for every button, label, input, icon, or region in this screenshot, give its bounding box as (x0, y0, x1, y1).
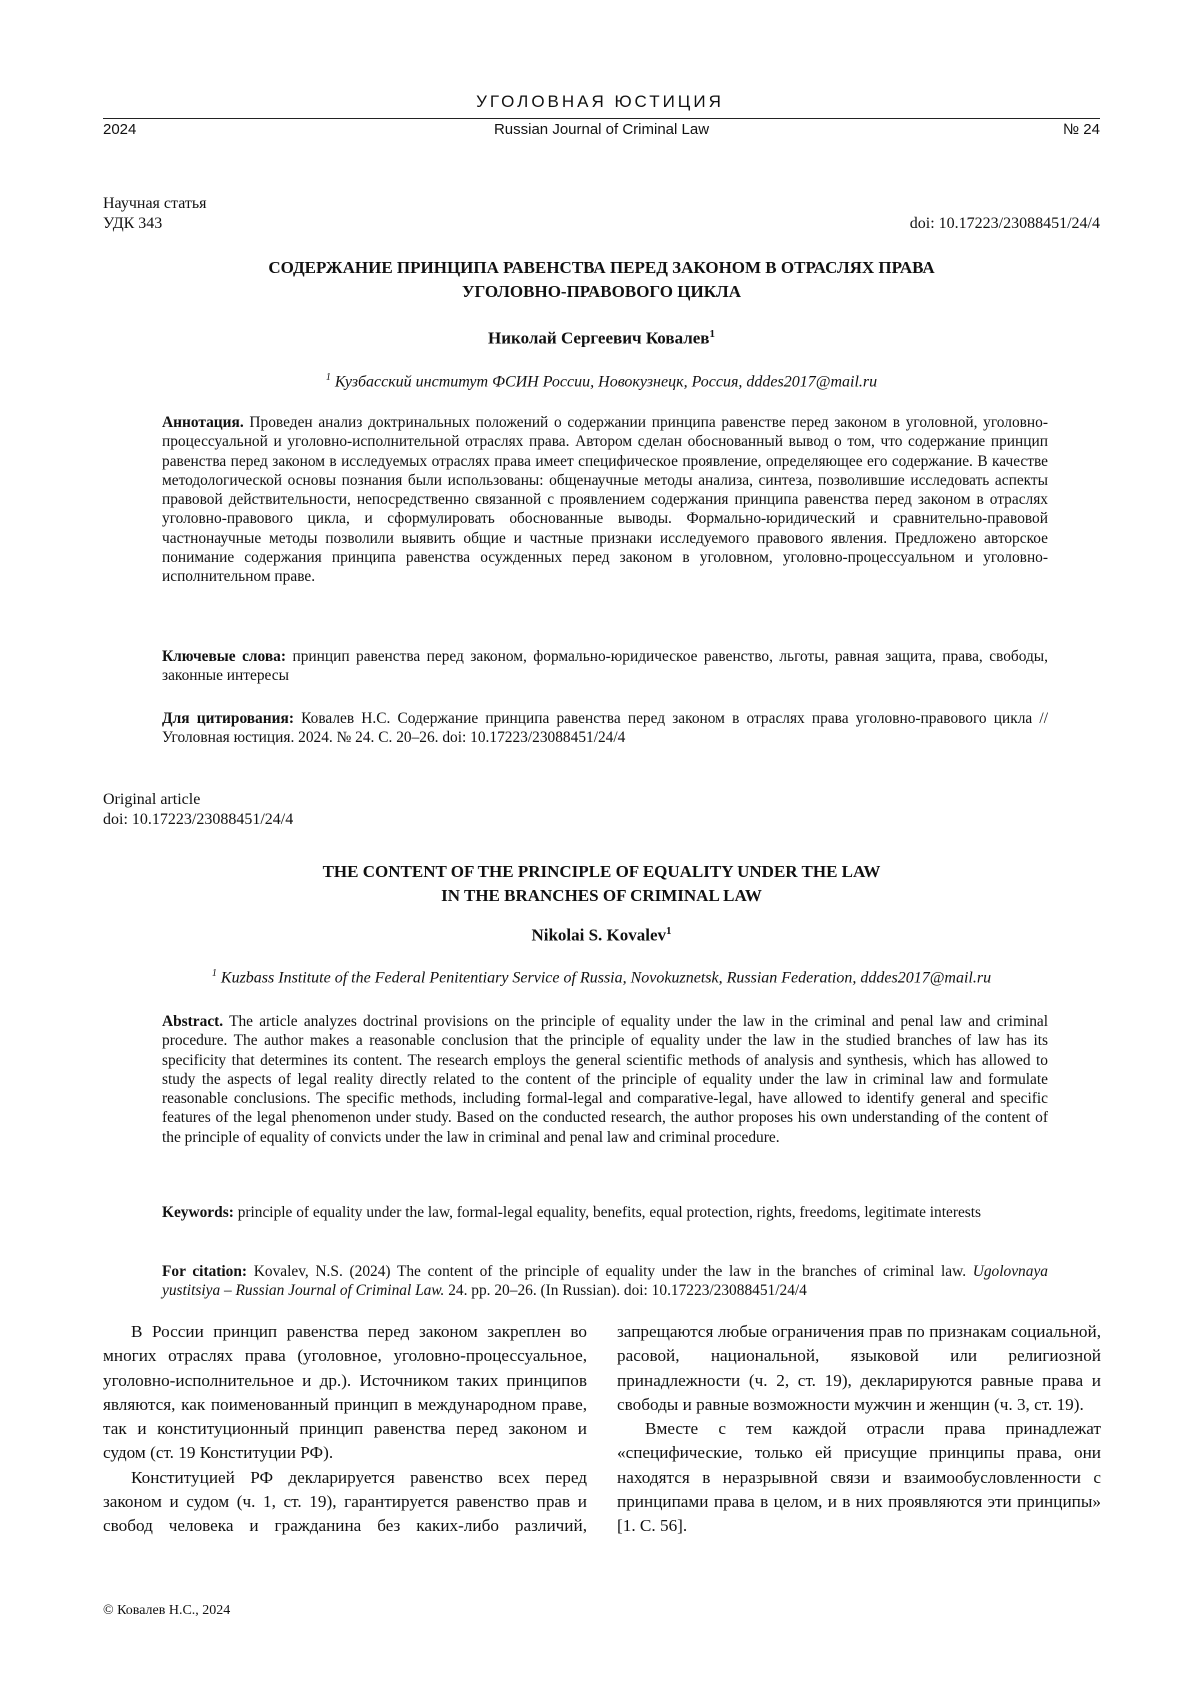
ru-keywords-text: принцип равенства перед законом, формально-юридическое равенство, льготы, равная защита, права, свободы, законные интересы (162, 648, 1048, 684)
en-citation-text2: 24. pp. 20–26. (In Russian). doi: 10.17223/23088451/24/4 (448, 1282, 807, 1299)
ru-affiliation-sup: 1 (326, 372, 331, 383)
en-affiliation-text: Kuzbass Institute of the Federal Penitentiary Service of Russia, Novokuznetsk, Russian Federation, dddes2017@mail.ru (221, 969, 991, 986)
body-paragraph-1: В России принцип равенства перед законом закреплен во многих отраслях права (уголовное, уголовно-процессуальное, уголовно-исполнительное и др.). Источником таких принципов являются, как поименованный принцип в международном праве, так и конституционный принцип равенства перед законом и судом (ст. 19 Конституции РФ). (103, 1320, 587, 1466)
ru-udk: УДК 343 (103, 214, 207, 234)
body-paragraph-3: Вместе с тем каждой отрасли права принадлежат «специфические, только ей присущие принципы права, они находятся в неразрывной связи и взаимообусловленности с принципами права в целом, и в них проявляются эти принципы» [1. С. 56]. (617, 1417, 1101, 1538)
en-author-sup: 1 (666, 925, 672, 937)
ru-author-name: Николай Сергеевич Ковалев (488, 329, 709, 348)
en-abstract (162, 1012, 1048, 1147)
en-doi: doi: 10.17223/23088451/24/4 (103, 810, 293, 830)
ru-affiliation-text: Кузбасский институт ФСИН России, Новокузнецк, Россия, dddes2017@mail.ru (335, 373, 877, 390)
ru-abstract-label: Аннотация. (162, 414, 244, 431)
en-title (103, 860, 1100, 908)
body-paragraph-2: Конституцией РФ декларируется равенство всех перед законом и судом (ч. 1, ст. 19), гарантируется равенство прав и свобод человека и гражданина без каких-либо различий, запрещаются любые ограничения прав по признакам социальной, расовой, национальной, языковой или религиозной принадлежности (ч. 2, ст. 19), декларируются равные права и свободы и равные возможности мужчин и женщин (ч. 3, ст. 19). (103, 1320, 1101, 1539)
en-keywords-text: principle of equality under the law, formal-legal equality, benefits, equal protection, rights, freedoms, legitimate interests (238, 1204, 981, 1221)
header-issue: № 24 (1063, 121, 1100, 138)
en-title-line1: THE CONTENT OF THE PRINCIPLE OF EQUALITY UNDER THE LAW (103, 860, 1100, 884)
ru-keywords-label: Ключевые слова: (162, 648, 286, 665)
ru-citation-label: Для цитирования: (162, 710, 294, 727)
ru-abstract (162, 413, 1048, 587)
header-divider (103, 118, 1100, 119)
en-citation-journal: Ugolovnaya yustitsiya – Russian Journal of Criminal Law. (162, 1263, 1048, 1299)
en-author-name: Nikolai S. Kovalev (531, 926, 666, 945)
en-citation-text1: Kovalev, N.S. (2024) The content of the principle of equality under the law in the branches of criminal law. (254, 1263, 966, 1280)
ru-author-sup: 1 (709, 328, 715, 340)
ru-article-meta (103, 194, 207, 234)
en-citation (162, 1262, 1048, 1301)
ru-article-type: Научная статья (103, 194, 207, 214)
en-article-type: Original article (103, 790, 293, 810)
ru-affiliation (103, 372, 1100, 391)
ru-title (103, 256, 1100, 304)
ru-citation (162, 709, 1048, 748)
journal-title: УГОЛОВНАЯ ЮСТИЦИЯ (0, 92, 1200, 112)
ru-abstract-text: Проведен анализ доктринальных положений о содержании принципа равенстве перед законом в уголовной, уголовно-процессуальной и уголовно-исполнительной отраслях права. Автором сделан обоснованный вывод о том, что содержание принцип равенства перед законом в исследуемых отраслях права имеет специфическое проявление, определяющее его содержание. В качестве методологической основы познания были использованы: общенаучные методы анализа, синтеза, позволившие исследовать аспекты правовой действительности, непосредственно связанной с проявлением содержания принципа равенства перед законом в отраслях уголовно-правового цикла, и сформулировать обоснованные выводы. Формально-юридический и сравнительно-правовой частнонаучные методы позволили выявить общие и частные признаки исследуемого правового явления. Предложено авторское понимание содержания принципа равенства осужденных перед законом в уголовном, уголовно-процессуальном и уголовно-исполнительном праве. (162, 414, 1048, 585)
en-article-meta (103, 790, 293, 830)
ru-keywords (162, 647, 1048, 686)
en-affiliation-sup: 1 (212, 968, 217, 979)
en-keywords (162, 1203, 1048, 1222)
en-author (103, 925, 1100, 946)
en-affiliation (103, 968, 1100, 987)
ru-author (103, 328, 1100, 349)
copyright-notice: © Ковалев Н.С., 2024 (103, 1603, 230, 1619)
ru-title-line2: УГОЛОВНО-ПРАВОВОГО ЦИКЛА (103, 280, 1100, 304)
ru-citation-text: Ковалев Н.С. Содержание принципа равенства перед законом в отраслях права уголовно-правового цикла // Уголовная юстиция. 2024. № 24. С. 20–26. doi: 10.17223/23088451/24/4 (162, 710, 1048, 746)
header-year: 2024 (103, 121, 136, 138)
en-keywords-label: Keywords: (162, 1204, 234, 1221)
header-journal-en: Russian Journal of Criminal Law (103, 121, 1100, 138)
en-abstract-text: The article analyzes doctrinal provisions on the principle of equality under the law in the criminal and penal law and criminal procedure. The author makes a reasonable conclusion that the principle of equality under the law in the studied branches of law has its specificity that determines its content. The research employs the general scientific methods of analysis and synthesis, which has allowed to study the aspects of legal reality directly related to the content of the principle of equality under the law in criminal law and formulate reasonable conclusions. The specific methods, including formal-legal and comparative-legal, have allowed to identify general and specific features of the legal phenomenon under study. Based on the conducted research, the author proposes his own understanding of the content of the principle of equality of convicts under the law in criminal and penal law and criminal procedure. (162, 1013, 1048, 1146)
en-title-line2: IN THE BRANCHES OF CRIMINAL LAW (103, 884, 1100, 908)
ru-title-line1: СОДЕРЖАНИЕ ПРИНЦИПА РАВЕНСТВА ПЕРЕД ЗАКОНОМ В ОТРАСЛЯХ ПРАВА (103, 256, 1100, 280)
body-text (103, 1320, 1101, 1540)
en-citation-label: For citation: (162, 1263, 247, 1280)
en-abstract-label: Abstract. (162, 1013, 223, 1030)
ru-doi: doi: 10.17223/23088451/24/4 (910, 215, 1100, 233)
